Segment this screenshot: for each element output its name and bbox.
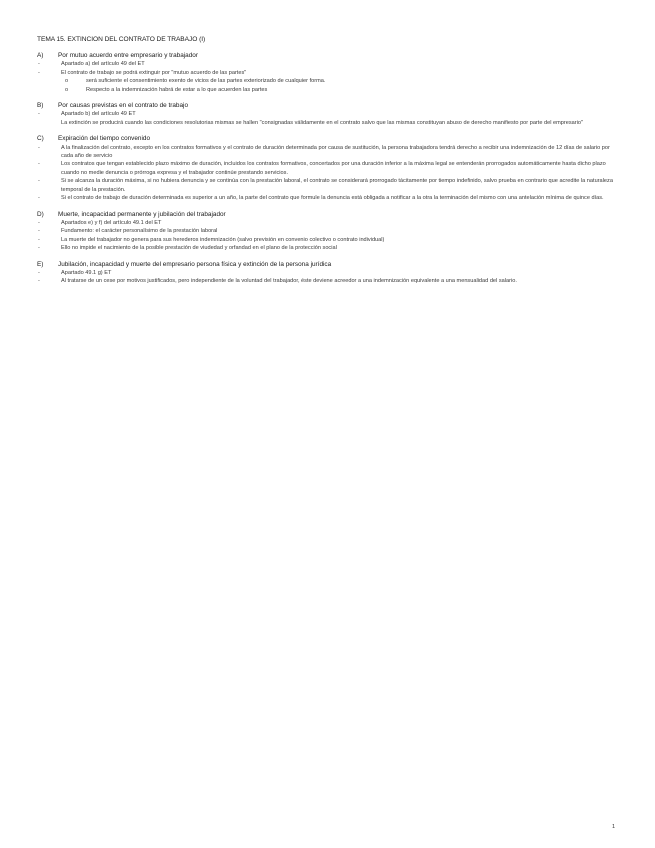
section-heading bbox=[37, 211, 615, 219]
list-item-text: Al tratarse de un cese por motivos justificados, pero independiente de la voluntad del trabajador, éste deviene acreedor a una indemnización equivalente a una mensualidad del salario. bbox=[61, 278, 517, 285]
dash-bullet: - bbox=[38, 236, 40, 243]
dash-bullet: - bbox=[38, 178, 40, 185]
section-b bbox=[37, 102, 615, 127]
list-item-text: Apartados e) y f) del artículo 49.1 del ET bbox=[61, 219, 162, 226]
circle-bullet: o bbox=[65, 86, 69, 93]
dash-bullet: - bbox=[38, 61, 40, 68]
section-title: Jubilación, incapacidad y muerte del empresario persona física y extinción de la persona jurídica bbox=[58, 260, 332, 268]
list-item-text: Si el contrato de trabajo de duración determinada es superior a un año, la parte del contrato que formule la denuncia está obligada a notificar a la otra la terminación del mismo con una antelación mínima de quince días. bbox=[61, 195, 604, 202]
list-item bbox=[37, 244, 615, 252]
list-item-text: Si se alcanza la duración máxima, si no hubiera denuncia y se continúa con la prestación laboral, el contrato se considerará prorrogado tácitamente por tiempo indefinido, salvo prueba en contrario que acredite la naturaleza temporal de la prestación. bbox=[61, 178, 613, 193]
section-letter: E) bbox=[37, 260, 44, 268]
list-item-text: Apartado b) del artículo 49 ET bbox=[61, 111, 136, 118]
section-c bbox=[37, 135, 615, 202]
section-d bbox=[37, 211, 615, 253]
list-item bbox=[37, 219, 615, 227]
list-item bbox=[37, 277, 615, 285]
list-item bbox=[37, 177, 615, 194]
sub-list-item-text: Respecto a la indemnización habrá de estar a lo que acuerden las partes bbox=[86, 86, 268, 93]
section-title: Expiración del tiempo convenido bbox=[58, 135, 151, 143]
section-title: Por mutuo acuerdo entre empresario y trabajador bbox=[58, 52, 198, 59]
section-heading bbox=[37, 135, 615, 143]
list-item-text: A la finalización del contrato, excepto en los contratos formativos y el contrato de duración determinada por causa de sustitución, la persona trabajadora tendrá derecho a recibir una indemnización de 12 días de salario por cada año de servicio bbox=[61, 144, 610, 160]
dash-bullet: - bbox=[38, 228, 40, 235]
list-item bbox=[37, 60, 615, 68]
section-title: Por causas previstas en el contrato de trabajo bbox=[58, 102, 189, 110]
dash-bullet: - bbox=[38, 69, 40, 76]
dash-bullet: - bbox=[38, 195, 40, 202]
list-item-text: Los contratos que tengan establecido plazo máximo de duración, incluidos los contratos formativos, concertados por una duración inferior a la máxima legal se entenderán prorrogados automáticamente hasta dicho plazo cuando no medie denuncia o prórroga expresa y el trabajador continúe prestando servicios. bbox=[61, 161, 606, 176]
document-title: TEMA 15. EXTINCION DEL CONTRATO DE TRABAJO (I) bbox=[37, 36, 206, 43]
dash-bullet: - bbox=[38, 111, 40, 118]
list-item-text: El contrato de trabajo se podrá extinguir por "mutuo acuerdo de las partes" bbox=[61, 69, 247, 76]
section-title: Muerte, incapacidad permanente y jubilación del trabajador bbox=[58, 210, 226, 218]
list-item-text: Apartado a) del artículo 49 del ET bbox=[61, 61, 145, 68]
sub-list-item bbox=[37, 86, 615, 94]
list-item bbox=[37, 269, 615, 277]
dash-bullet: - bbox=[38, 245, 40, 252]
list-item bbox=[37, 194, 615, 202]
dash-bullet: - bbox=[38, 278, 40, 285]
sub-list-item bbox=[37, 77, 615, 85]
dash-bullet: - bbox=[38, 219, 40, 226]
section-letter: D) bbox=[37, 210, 44, 218]
dash-bullet: - bbox=[38, 161, 40, 168]
list-item-text: Fundamento: el carácter personalísimo de la prestación laboral bbox=[61, 228, 218, 235]
page-number: 1 bbox=[612, 824, 616, 830]
section-letter: B) bbox=[37, 102, 44, 110]
list-item bbox=[37, 236, 615, 244]
section-letter: C) bbox=[37, 135, 44, 143]
section-heading bbox=[37, 261, 615, 269]
section-heading bbox=[37, 52, 615, 60]
section-a bbox=[37, 52, 615, 94]
document-page bbox=[37, 36, 615, 294]
section-letter: A) bbox=[37, 52, 44, 59]
dash-bullet: - bbox=[38, 144, 40, 151]
sub-list-item-text: será suficiente el consentimiento exento de vicios de las partes exteriorizado de cualquier forma. bbox=[86, 78, 326, 85]
list-item-text: Apartado 49.1 g) ET bbox=[61, 269, 112, 276]
list-item bbox=[37, 144, 615, 161]
list-item-text: Ello no impide el nacimiento de la posible prestación de viudedad y orfandad en el plano de la protección social bbox=[61, 245, 337, 252]
section-paragraph: La extinción se producirá cuando las condiciones resolutorias mismas se hallen "consignadas válidamente en el contrato salvo que las mismas constituyan abuso de derecho manifiesto por parte del empresario" bbox=[61, 119, 583, 126]
list-item-text: La muerte del trabajador no genera para sus herederos indemnización (salvo previsión en convenio colectivo o contrato individual) bbox=[61, 236, 385, 243]
list-item bbox=[37, 227, 615, 235]
list-item bbox=[37, 110, 615, 118]
list-item bbox=[37, 160, 615, 177]
list-item bbox=[37, 69, 615, 77]
circle-bullet: o bbox=[65, 78, 69, 85]
dash-bullet: - bbox=[38, 269, 40, 276]
section-heading bbox=[37, 102, 615, 110]
section-e bbox=[37, 261, 615, 286]
